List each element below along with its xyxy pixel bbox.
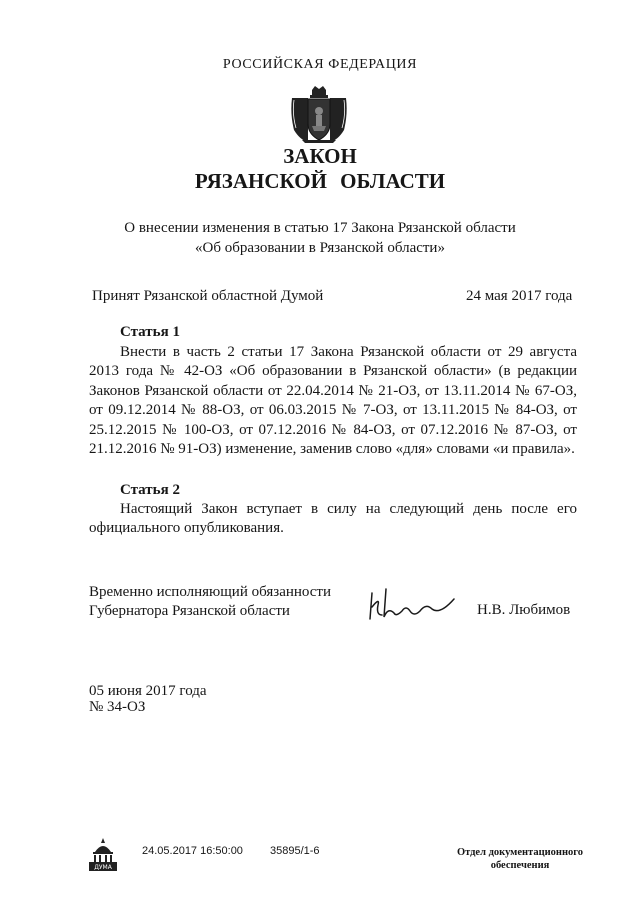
law-title-line1: ЗАКОН	[283, 144, 357, 168]
signatory-title-line1: Временно исполняющий обязанности	[89, 584, 332, 600]
signatory-title-line2: Губернатора Рязанской области	[89, 603, 290, 619]
footer-timestamp: 24.05.2017 16:50:00	[142, 845, 243, 857]
law-subject	[0, 218, 640, 258]
coat-of-arms-emblem	[288, 84, 350, 144]
country-name: РОССИЙСКАЯ ФЕДЕРАЦИЯ	[222, 57, 418, 72]
subject-line2: «Об образовании в Рязанской области»	[195, 240, 445, 256]
article-2-body: Настоящий Закон вступает в силу на следующий день после его официального опубликования.	[89, 501, 577, 537]
article-1-body: Внести в часть 2 статьи 17 Закона Рязанской области от 29 августа 2013 года № 42-ОЗ «Об образовании в Рязанской области» (в редакции Законов Рязанской области от 22.04.2014 № 21-ОЗ, от 13.11.2014 № 67-ОЗ, от 09.12.2014 № 88-ОЗ, от 06.03.2015 № 7-ОЗ, от 13.11.2015 № 84-ОЗ, от 25.12.2015 № 100-ОЗ, от 07.12.2016 № 84-ОЗ, от 07.12.2016 № 87-ОЗ, от 21.12.2016 № 91-ОЗ) изменение, заменив слово «для» словами «и правила».	[89, 344, 577, 458]
duma-logo-text: ДУМА	[94, 864, 112, 871]
article-1-heading: Статья 1	[120, 324, 180, 340]
signatory-name: Н.В. Любимов	[477, 602, 571, 618]
duma-logo-icon	[86, 836, 120, 872]
footer-dept-line2: обеспечения	[490, 860, 550, 871]
law-title-line2: РЯЗАНСКОЙ ОБЛАСТИ	[194, 169, 446, 193]
footer-registration-number: 35895/1-6	[270, 845, 320, 857]
law-title	[0, 144, 640, 194]
adoption-text: Принят Рязанской областной Думой	[92, 288, 324, 304]
footer-department-stamp	[440, 846, 600, 872]
document-number: № 34-ОЗ	[89, 699, 146, 715]
subject-line1: О внесении изменения в статью 17 Закона Рязанской области	[124, 220, 516, 236]
document-date-block	[89, 683, 207, 715]
article-2-heading: Статья 2	[120, 482, 180, 498]
document-date: 05 июня 2017 года	[89, 683, 207, 699]
adoption-date: 24 мая 2017 года	[466, 288, 573, 304]
signatory-title	[89, 583, 331, 621]
footer-dept-line1: Отдел документационного	[456, 847, 584, 858]
handwritten-signature	[366, 585, 458, 625]
